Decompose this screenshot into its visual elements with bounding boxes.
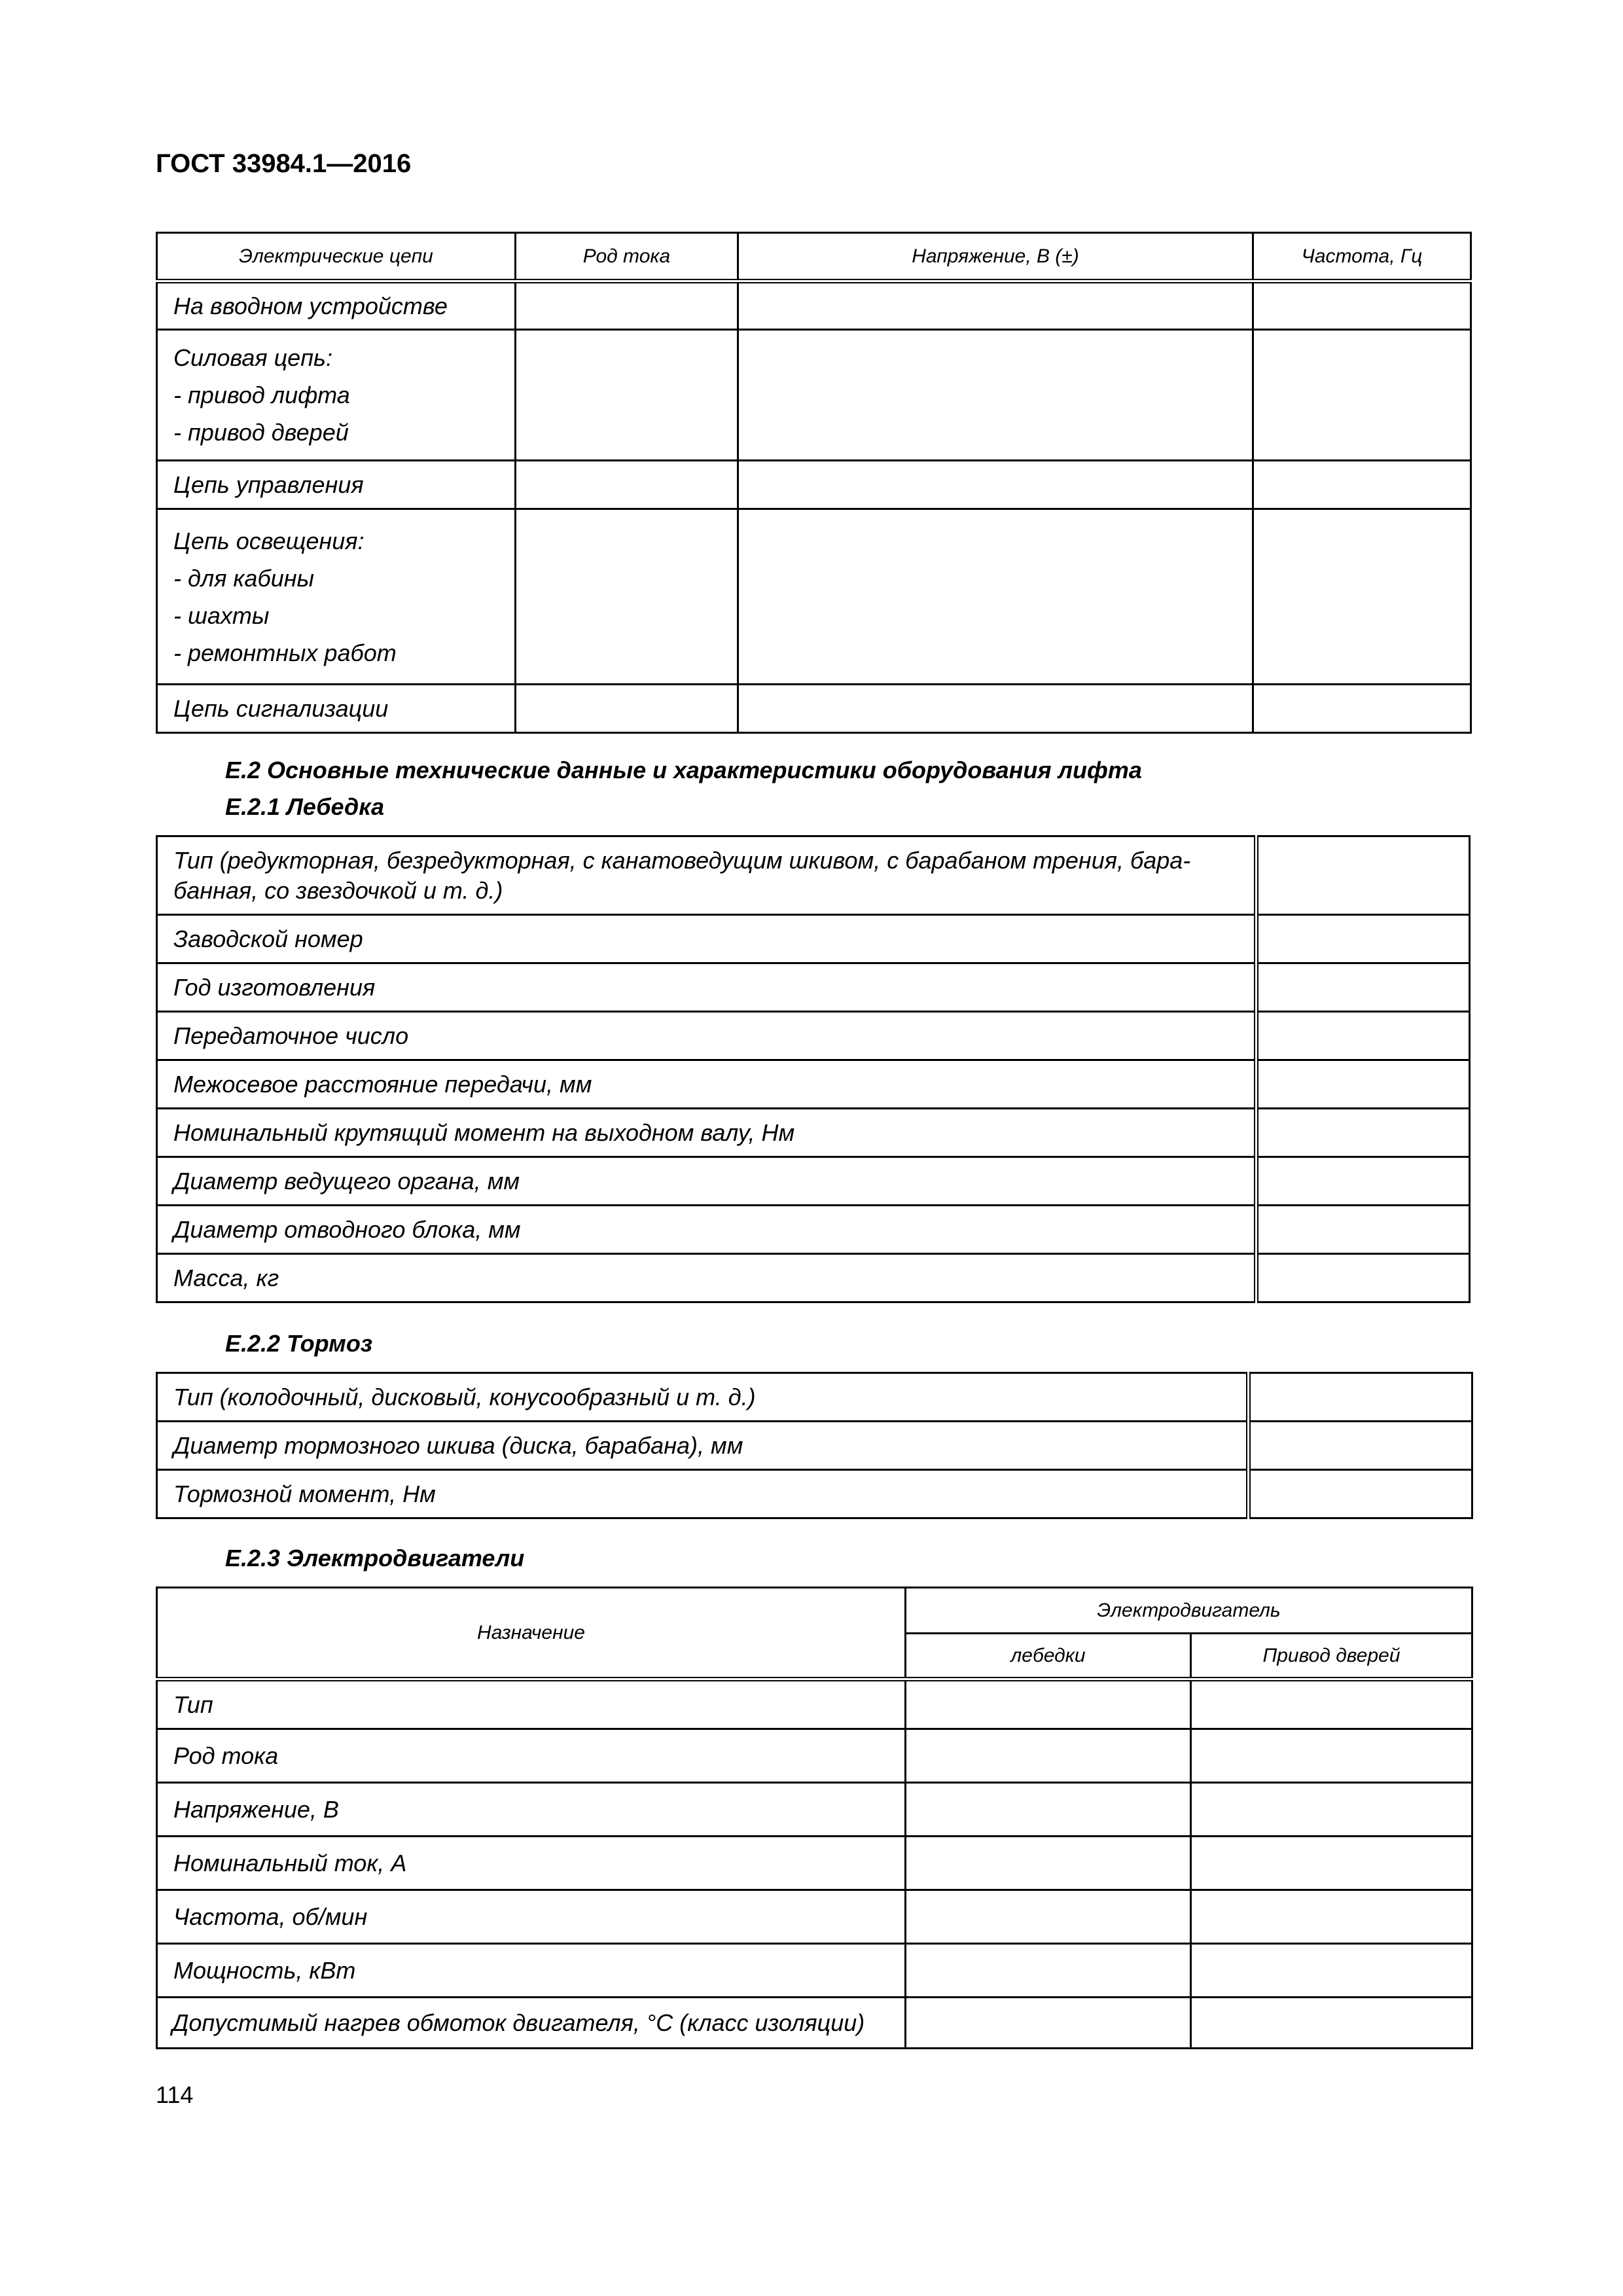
column-header: Род тока (516, 233, 738, 281)
row-label: Год изготовления (157, 963, 1257, 1012)
section-heading-e2: Е.2 Основные технические данные и характеристики оборудования лифта (225, 757, 1142, 783)
row-label: Диаметр отводного блока, мм (157, 1206, 1257, 1254)
section-heading-e22: Е.2.2 Тормоз (225, 1330, 373, 1357)
table-row (157, 461, 1471, 509)
table-row (157, 1890, 1472, 1944)
circuit-label: На вводном устройстве (157, 281, 516, 330)
circuit-label: Силовая цепь: - привод лифта - привод дверей (157, 330, 516, 461)
table-row (157, 1254, 1470, 1302)
column-header-winch: лебедки (906, 1634, 1191, 1679)
table-row (157, 1109, 1470, 1157)
table-row (157, 1422, 1472, 1470)
table-row (157, 1060, 1470, 1109)
column-header-door-drive: Привод дверей (1191, 1634, 1472, 1679)
table-row (157, 1729, 1472, 1783)
table-row (157, 1373, 1472, 1422)
row-label: Номинальный крутящий момент на выходном валу, Нм (157, 1109, 1257, 1157)
row-label: Заводской номер (157, 915, 1257, 963)
table-row (157, 1783, 1472, 1837)
brake-table (156, 1372, 1473, 1519)
row-label: Тип (колодочный, дисковый, конусообразный и т. д.) (157, 1373, 1249, 1422)
electrical-circuits-table (156, 232, 1472, 734)
table-row (157, 1206, 1470, 1254)
table-row (157, 1470, 1472, 1518)
row-label: Тормозной момент, Нм (157, 1470, 1249, 1518)
column-header: Напряжение, В (±) (738, 233, 1253, 281)
row-label: Передаточное число (157, 1012, 1257, 1060)
row-label: Допустимый нагрев обмоток двигателя, °С (класс изоляции) (157, 1998, 906, 2049)
row-label: Мощность, кВт (157, 1944, 906, 1998)
row-label: Диаметр тормозного шкива (диска, барабана), мм (157, 1422, 1249, 1470)
table-row (157, 330, 1471, 461)
circuit-label: Цепь освещения: - для кабины - шахты - ремонтных работ (157, 509, 516, 685)
table-row (157, 1998, 1472, 2049)
page-number: 114 (156, 2081, 194, 2108)
table-row (157, 1157, 1470, 1206)
circuit-label: Цепь управления (157, 461, 516, 509)
document-code-header: ГОСТ 33984.1—2016 (156, 149, 412, 178)
motors-table (156, 1587, 1473, 2049)
table-row (157, 963, 1470, 1012)
table-row (157, 1012, 1470, 1060)
table-row (157, 915, 1470, 963)
table-row (157, 836, 1470, 915)
column-header-motor: Электродвигатель (906, 1588, 1472, 1634)
row-label: Масса, кг (157, 1254, 1257, 1302)
row-label: Номинальный ток, А (157, 1837, 906, 1890)
table-row (157, 281, 1471, 330)
table-row (157, 509, 1471, 685)
table-row (157, 1837, 1472, 1890)
winch-table (156, 835, 1471, 1303)
section-heading-e21: Е.2.1 Лебедка (225, 793, 384, 820)
table-row (157, 1944, 1472, 1998)
row-label: Тип (157, 1679, 906, 1729)
table-row (157, 1679, 1472, 1729)
row-label: Род тока (157, 1729, 906, 1783)
row-label: Частота, об/мин (157, 1890, 906, 1944)
section-heading-e23: Е.2.3 Электродвигатели (225, 1545, 525, 1571)
row-label: Напряжение, В (157, 1783, 906, 1837)
row-label: Диаметр ведущего органа, мм (157, 1157, 1257, 1206)
circuit-label: Цепь сигнализации (157, 685, 516, 733)
column-header: Электрические цепи (157, 233, 516, 281)
row-label: Межосевое расстояние передачи, мм (157, 1060, 1257, 1109)
column-header-purpose: Назначение (157, 1588, 906, 1679)
column-header: Частота, Гц (1253, 233, 1471, 281)
row-label: Тип (редукторная, безредукторная, с канатоведущим шкивом, с барабаном трения, бара- банная, со звездочкой и т. д.) (157, 836, 1257, 915)
table-row (157, 685, 1471, 733)
